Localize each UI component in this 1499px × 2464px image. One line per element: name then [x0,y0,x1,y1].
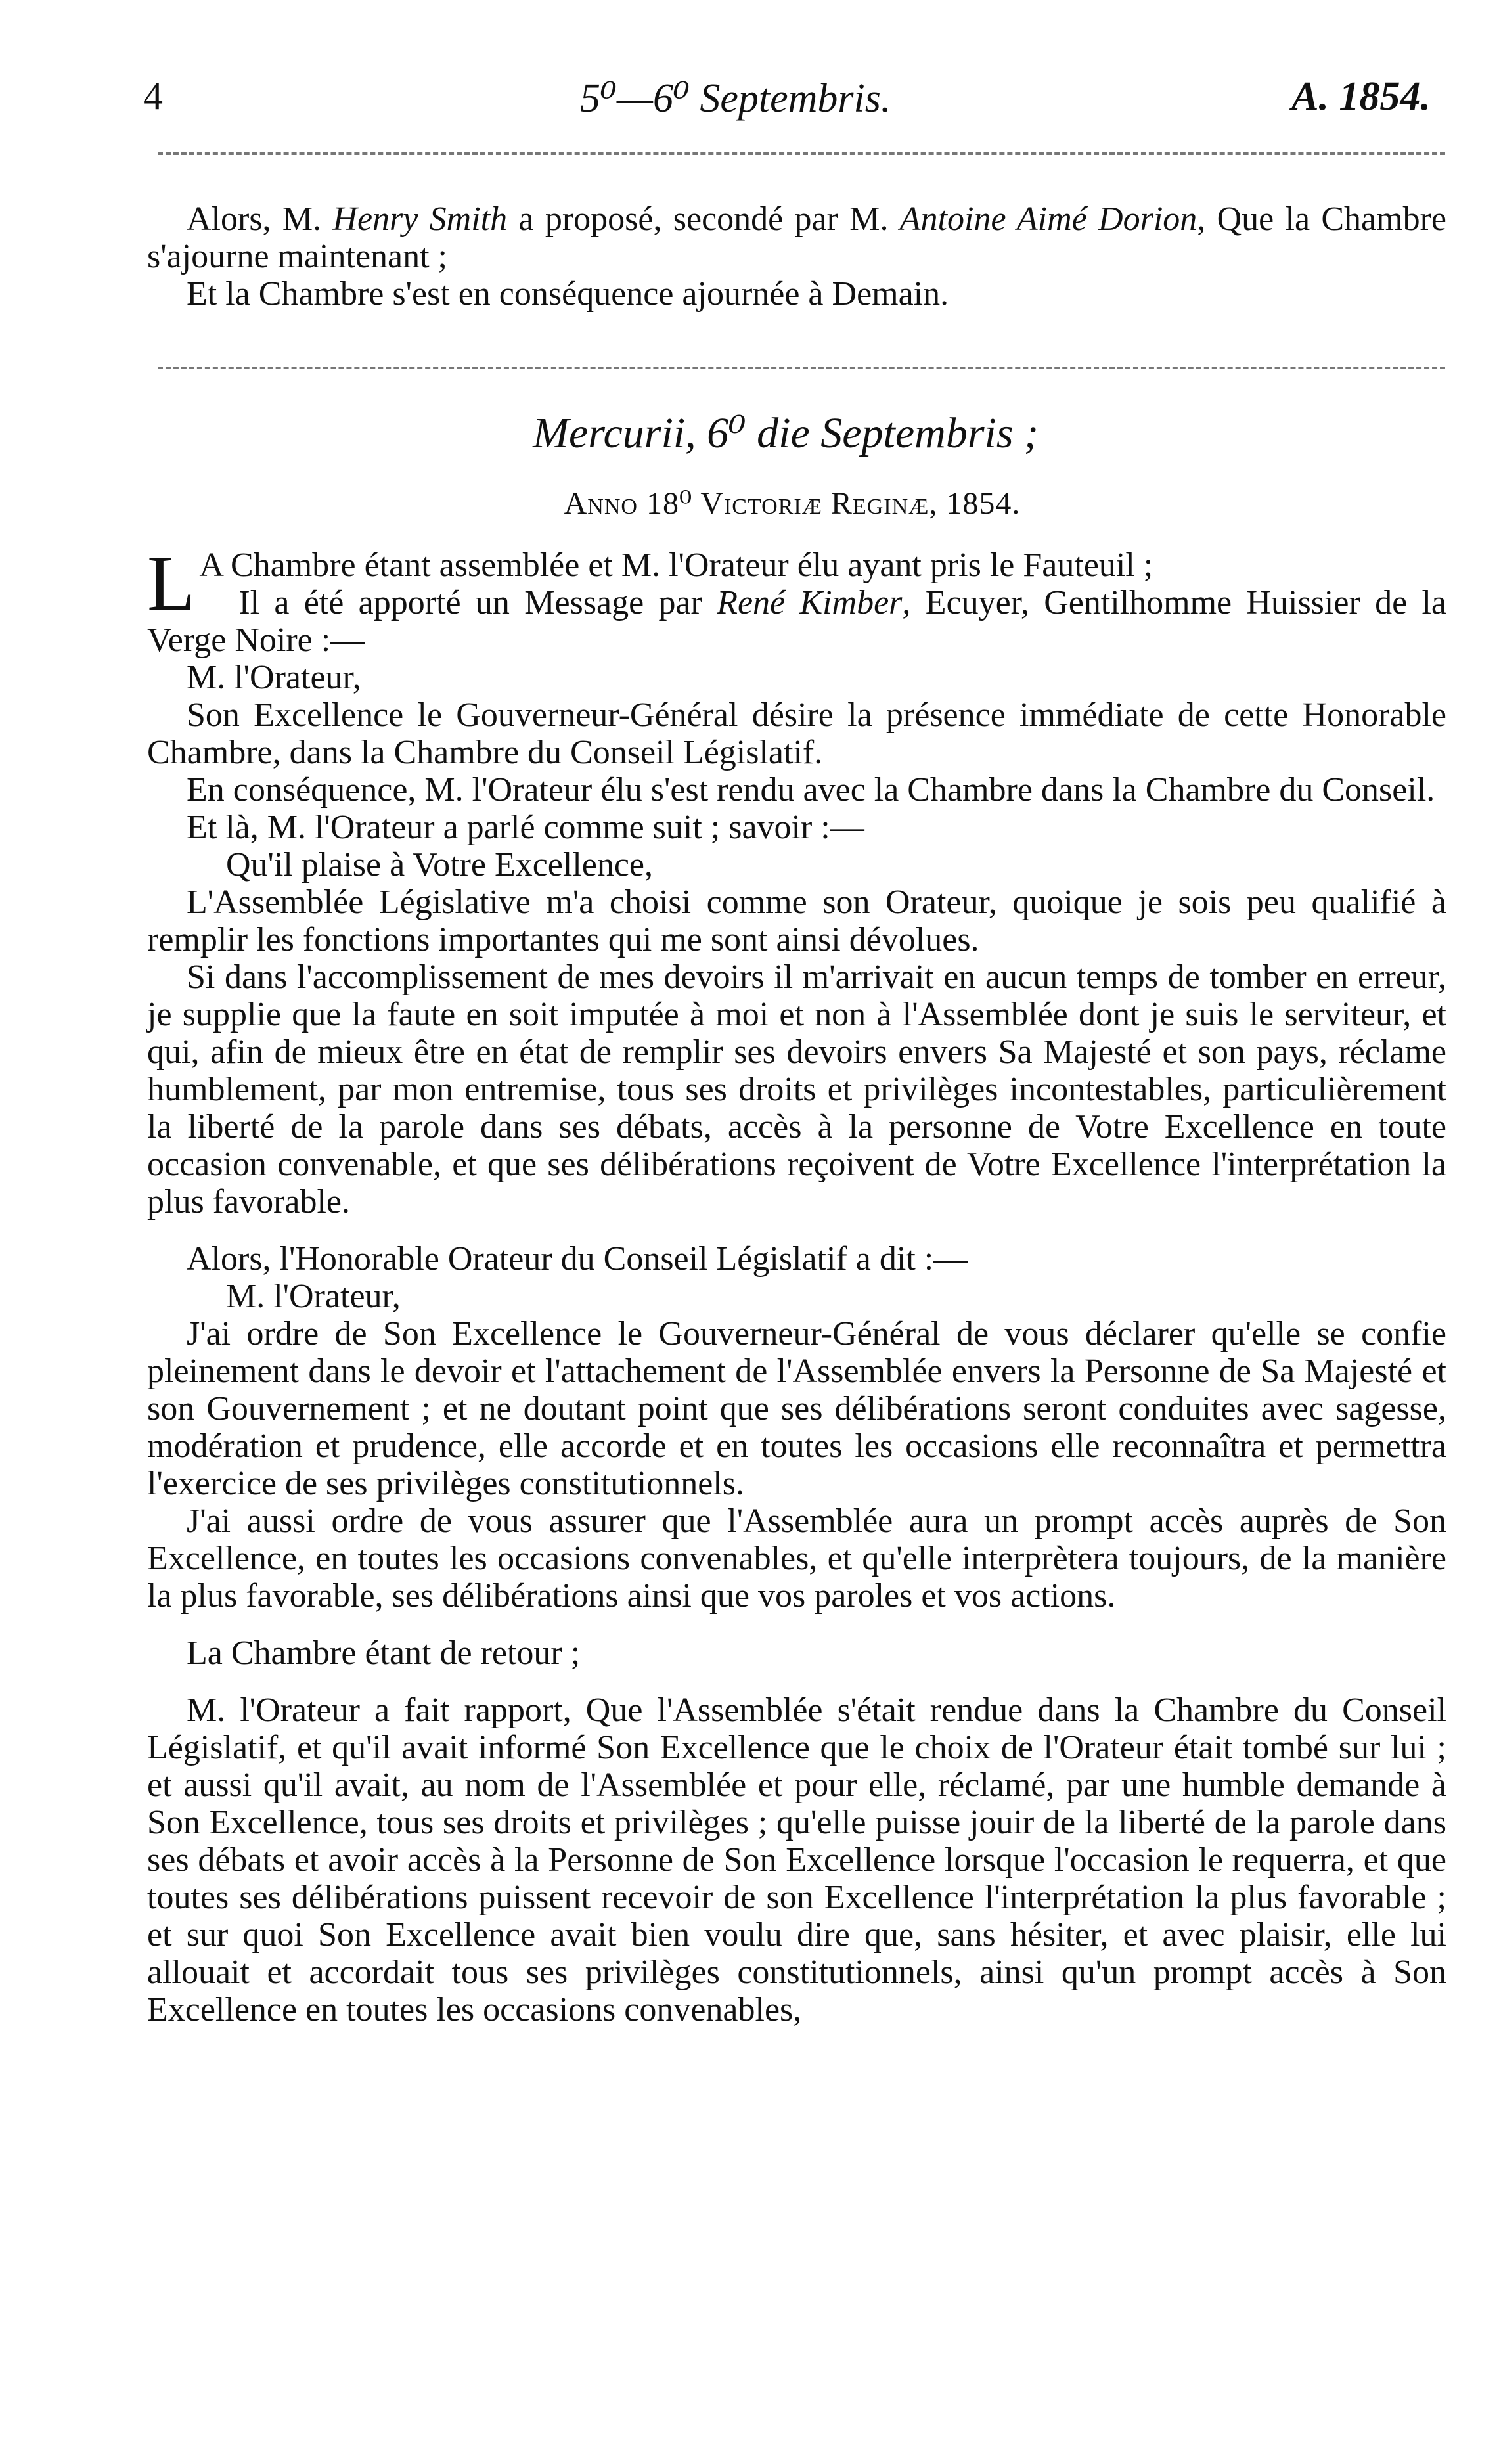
governor-message: Son Excellence le Gouverneur-Général désire la présence immédiate de cette Honorable Chambre, dans la Chambre du Conseil Législatif. [147,696,1446,771]
return-paragraph: La Chambre étant de retour ; [187,1634,581,1672]
address-salutation: Qu'il plaise à Votre Excellence, [226,846,653,884]
reply-paragraph-1: J'ai ordre de Son Excellence le Gouverneur-Général de vous déclarer qu'elle se confie pleinement dans le devoir et l'attachement de l'Assemblée envers la Personne de Sa Majesté et son Gouvernement ; et ne doutant point que ses délibérations seront conduites avec sagesse, modération et prudence, elle accorde et en toutes les occasions elle reconnaîtra et permettra l'exercice de ses privilèges constitutionnels. [147,1315,1446,1502]
message-paragraph: Il a été apporté un Message par René Kimber, Ecuyer, Gentilhomme Huissier de la Verge Noire :— [147,584,1446,659]
speaker-address-1: L'Assemblée Législative m'a choisi comme son Orateur, quoique je sois peu qualifié à remplir les fonctions importantes qui me sont ainsi dévolues. [147,884,1446,958]
seconder-name: Antoine Aimé Dorion [899,200,1197,238]
consequence-paragraph: En conséquence, M. l'Orateur élu s'est rendu avec la Chambre dans la Chambre du Conseil. [187,771,1435,809]
reply-paragraph-2: J'ai aussi ordre de vous assurer que l'Assemblée aura un prompt accès auprès de Son Excellence, en toutes les occasions convenables, et qu'elle interprètera toujours, de la manière la plus favorable, ses délibérations ainsi que vos paroles et vos actions. [147,1502,1446,1615]
adjournment-motion: Alors, M. Henry Smith a proposé, secondé par M. Antoine Aimé Dorion, Que la Chambre s'ajourne maintenant ; [147,200,1446,275]
opening-paragraph: L A Chambre étant assemblée et M. l'Orateur élu ayant pris le Fauteuil ; [147,539,1153,627]
usher-name: René Kimber [717,584,903,621]
speaker-intro: Et là, M. l'Orateur a parlé comme suit ; savoir :— [187,809,864,846]
adjournment-result: Et la Chambre s'est en conséquence ajournée à Demain. [187,275,949,313]
proceedings-body [147,539,1446,2028]
header-divider [158,152,1445,155]
mover-name: Henry Smith [332,200,508,238]
header-date: 5⁰—6⁰ Septembris. [580,76,891,121]
header-year: A. 1854. [1291,74,1431,119]
page-number: 4 [143,74,163,118]
salutation: M. l'Orateur, [187,659,361,696]
reply-salutation: M. l'Orateur, [226,1278,401,1315]
council-speaker-intro: Alors, l'Honorable Orateur du Conseil Législatif a dit :— [187,1240,968,1278]
sitting-date-title: Mercurii, 6⁰ die Septembris ; [532,409,1039,457]
adjournment-section [147,200,1446,313]
running-header [143,74,1431,126]
drop-cap: L [147,539,196,627]
speaker-address-2: Si dans l'accomplissement de mes devoirs il m'arrivait en aucun temps de tomber en erreur, je supplie que la faute en soit imputée à moi et non à l'Assemblée dont je suis le serviteur, et qui, afin de mieux être en état de remplir ses devoirs envers Sa Majesté et son pays, réclame humblement, par mon entremise, tous ses droits et privilèges incontestables, particulièrement la liberté de la parole dans ses débats, accès à la personne de Votre Excellence en toute occasion convenable, et que ses délibérations reçoivent de Votre Excellence l'interprétation la plus favorable. [147,958,1446,1221]
report-paragraph: M. l'Orateur a fait rapport, Que l'Assemblée s'était rendue dans la Chambre du Conseil Législatif, et qu'il avait informé Son Excellence que le choix de l'Orateur était tombé sur lui ; et aussi qu'il avait, au nom de l'Assemblée et pour elle, réclamé, par une humble demande à Son Excellence, tous ses droits et privilèges ; qu'elle puisse jouir de la liberté de la parole dans ses débats et avoir accès à la Personne de Son Excellence lorsque l'occasion le requerra, et que toutes ses délibérations puissent recevoir de son Excellence l'interprétation la plus favorable ; et sur quoi Son Excellence avait bien voulu dire que, sans hésiter, et avec plaisir, elle lui allouait et accordait tous ses privilèges constitutionnels, ainsi qu'un prompt accès à Son Excellence en toutes les occasions convenables, [147,1691,1446,2028]
regnal-year: Anno 18⁰ Victoriæ Reginæ, 1854. [564,486,1021,521]
section-divider [158,367,1445,369]
